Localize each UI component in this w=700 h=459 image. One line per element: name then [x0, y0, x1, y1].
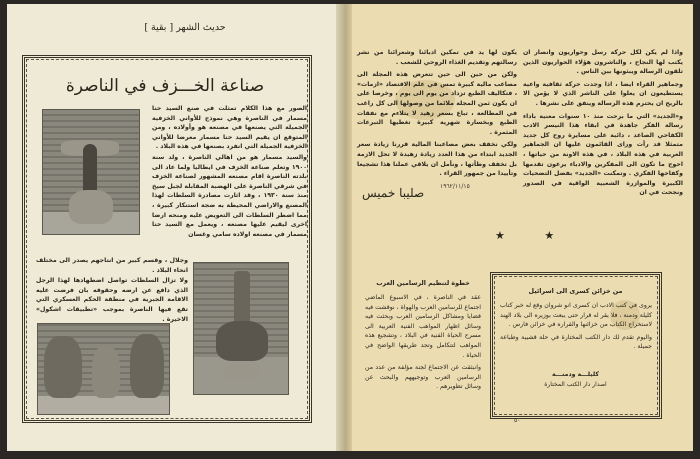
paragraph: ولكي نخفف بعض مصاعبنا المالية قررنا زيادة سعر الجديد ابتداء من هذا العدد زيادة زهيدة لا تحل الازمة بل تخفف وطأتها ، ونأمل ان يلاقي عملنا هذا تشجيعا وتأييدا من جمهور القراء .	[357, 141, 517, 178]
book-spine	[336, 4, 352, 451]
paragraph: و«الجديد» التي ما برحت منذ ١٠ سنوات معنية باداء رسالة الفكر جاهدة في ابقاء هذا النيسر الادب الكفاحي الصاعد ، دائبة على مسايرة روح كل جديد متمثلا قد رأت وراى القائمون عليها ان الجماهير العربية في هذه البلاد ، في هذه الاونة من حياتها ، احوج ما تكون الى المفكرين والادباء يرعون تقدمها وكفاحها الفكري . وتمكنت «الجديد» بفضل التضحيات الكبيرة والموازرة الشعبية الواقية في الصدور ونجحت في ان	[523, 112, 683, 197]
pitcher-photo	[42, 109, 140, 235]
article-column-2	[36, 256, 188, 324]
paragraph: وجلال ، وقسم كبير من انتاجهم يصدر الى مختلف انحاء البلاد .	[36, 257, 188, 274]
advertised-book-title: كليلـــة ودمنـــة	[552, 371, 599, 378]
star-ornament-icon: ★ ★	[495, 229, 573, 242]
advertisement-title: من خزائن كسرى الى اسرائيل	[528, 287, 623, 295]
jug-middle	[92, 346, 120, 398]
jar-right	[130, 334, 164, 398]
sidebar-article-body	[365, 293, 481, 392]
publisher-name: اصدار دار الكتب المختارة	[544, 381, 607, 388]
paragraph: والسيد مسمار هو من اهالي الناصرة ، ولد سنة ١٩٠٠ وتعلم صناعة الخزف في ايطاليا ولما عاد الى بلدته الناصرة اقام مصنعه المشهور لصناعة الخزف في شرقي الناصرة على الهضبة المقابلة لجبل سيخ منذ سنة ١٩٣٠ ، وقد اثارت مصادرة السلطات لهذا المصنع والاراضي المحيطة به ضجة استنكار كبيرة ، مما اضطر السلطات الى التعويض عليه ومنحه ارضا اخرى ليقيم عليها مصنعه ، ويعمل مع السيد حنا مسمار في مصنعه اولاده سامي وغسان	[152, 153, 308, 238]
paragraph: ولكن من حين الى حين تتعرض هذه المجلة الى مصاعب مالية كبيرة تمس في علم الاقتصاد «ازمات» ، فتكاليف الطبع تزداد من يوم الى يوم ، وخرصا على ان يكون ثمن المجلة ملائما من وصولها الى كل راغب في المطالعة ، تباع بسعر زهيد لا يتلاءم مع نفقات الطبع وبخسارة شهرية كبيرة تغطيها التبرعات المثمرة .	[357, 71, 517, 136]
article-date: ١٩٦٢/١١/١٥	[440, 183, 470, 190]
paragraph: وانبثقت عن الاجتماع لجنة مؤلفة من عدد من الرسامين العرب وتوجيههم والبحث عن وسائل تطويرهم .	[365, 364, 481, 391]
jar-left	[44, 336, 82, 398]
advertisement-body	[500, 301, 652, 352]
paragraph: يروى في كتب الادب ان كسرى انو شروان وقع له خبر كتاب كليلة ودمنة ، فلا يقر له قرار حتى يبعث بوزيره الى بلاد الهند لاستخراج الكتاب من خزائنها والقراره في خزائن فارس .	[500, 302, 652, 329]
section-header: حديث الشهر [ بقية ]	[144, 22, 226, 33]
paragraph: الصور مع هذا الكلام تمثلت في صنع السيد حنا مسمار في الناصرة وهي نموذج للأواني الخزفية الجميلة التي يصنعها في مصنعه هو وأولاده ، ومن المتوقع ان يقيم السيد حنا مسمار معرضا للأواني الخزفية الجميلة التي انفرد بصنعها في هذه البلاد .	[152, 105, 307, 151]
editorial-column-left	[357, 48, 517, 179]
editorial-column-right	[523, 48, 683, 198]
tall-vase-photo	[193, 262, 289, 395]
paragraph: واذا لم يكن لكل حركة رسل وحواريون وانصار ان يكتب لها النجاح ، والناشرون هؤلاء الحواريون الذين تلقون الرسالة ويبثونها بين الناس .	[523, 49, 683, 76]
sidebar-article-title: خطوة لتنظيم الرسامين العرب	[376, 280, 470, 287]
paragraph: وجماهير القراء ايضا ، اذا وجدت حركة ثقافية واعية يستطيعون ان يعلوا على الناشر الذي لا يؤمن الا بالربح ان يحترم هذه الرسالة وينفق على نشرها .	[523, 80, 683, 107]
paragraph: عقد في الناصرة ، في الاسبوع الماضي اجتماع للرسامين العرب والهواة ، نوقشت فيه قضايا ومشاكل الرسامين العرب وبحثت فيه وسائل اظهار المواهب الفنية العربية الى مسرح الحياة الفنية في البلاد ، وتشجيع هذه المواهب لتتكامل وتجد طريقها الواضح في الحياة .	[365, 294, 481, 359]
page-number: ٥٠	[514, 417, 521, 424]
paragraph: ولا تزال السلطات تواصل اضطهادها لهذا الرجل الذي دافع عن ارضه وحقوقه بان فرضت عليه الاقامة الجبرية في منطقة الحكم العسكري التي تقع فيها الناصرة بموجب «تطبيقات اشكول» الاخيرة .	[36, 277, 188, 323]
paragraph: يكون لها يد في تمكين ادبائنا وشعرائنا من نشر رسالتهم وتقديم الغذاء الروحي للشعب .	[357, 49, 517, 66]
article-title: صناعة الخـــزف في الناصرة	[65, 76, 265, 96]
paragraph: واليوم تقدم لك دار الكتب المختارة في حلة قشيبة وطباعة جميلة .	[500, 333, 652, 351]
three-jars-photo	[37, 323, 170, 415]
article-column-1	[152, 104, 307, 239]
vase-body	[69, 190, 113, 224]
vase-body	[216, 321, 268, 361]
vase-stand	[224, 363, 260, 379]
author-signature: صليبا خميس	[362, 186, 425, 200]
